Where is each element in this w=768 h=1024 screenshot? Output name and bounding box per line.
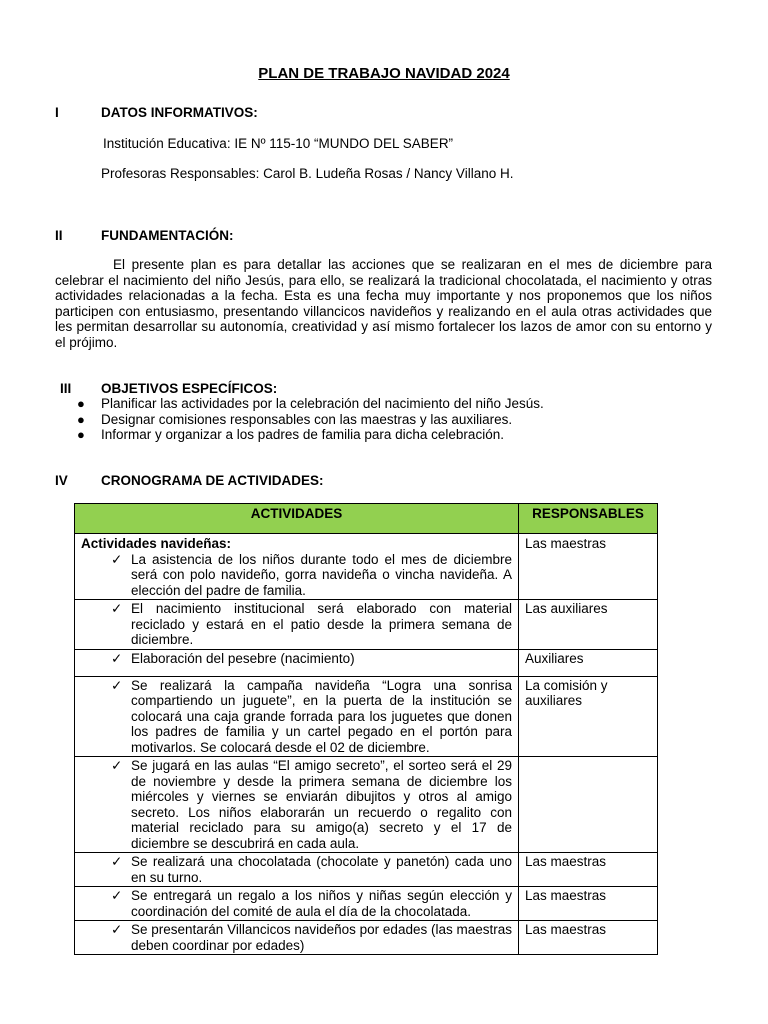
- institution-line: Institución Educativa: IE Nº 115-10 “MUNDO DEL SABER”: [103, 136, 454, 151]
- table-row: [75, 887, 658, 921]
- check-icon: ✓: [111, 677, 123, 693]
- table-header-row: [75, 504, 658, 534]
- responsible-cell: Las maestras: [519, 887, 658, 921]
- section-number-1: I: [55, 105, 59, 120]
- check-icon: ✓: [111, 601, 123, 616]
- list-item: [77, 427, 544, 443]
- check-icon: ✓: [111, 888, 123, 903]
- header-responsible: RESPONSABLES: [519, 504, 658, 534]
- section-title-datos: DATOS INFORMATIVOS:: [101, 105, 258, 120]
- table-row: [75, 649, 658, 676]
- section-number-2: II: [55, 228, 63, 243]
- activity-text: Se jugará en las aulas “El amigo secreto”, el sorteo será el 29 de noviembre y desde la primera semana de diciembre los miércoles y viernes se enviarán dibujitos y otros al amigo secreto. Los niños elaborarán un recuerdo o regalito con material reciclado para su amigo(a) secreto y el 17 de diciembre se descubrirá en cada aula.: [131, 758, 512, 851]
- responsible-cell: La comisión y auxiliares: [519, 676, 658, 757]
- activity-text: Elaboración del pesebre (nacimiento): [131, 650, 355, 666]
- responsible-cell: Las maestras: [519, 853, 658, 887]
- activity-cell: [75, 757, 519, 853]
- responsible-cell: [519, 757, 658, 853]
- check-icon: ✓: [111, 551, 123, 567]
- objective-text: Informar y organizar a los padres de familia para dicha celebración.: [101, 427, 504, 442]
- responsible-cell: Las maestras: [519, 534, 658, 600]
- table-row: [75, 600, 658, 650]
- activity-text: Se entregará un regalo a los niños y niñas según elección y coordinación del comité de aula el día de la chocolatada.: [131, 888, 512, 919]
- objectives-list: [77, 396, 544, 443]
- objective-text: Planificar las actividades por la celebración del nacimiento del niño Jesús.: [101, 396, 544, 411]
- activity-text: La asistencia de los niños durante todo el mes de diciembre será con polo navideño, gorra navideña o vincha navideña. A elección del padre de familia.: [131, 551, 512, 598]
- check-icon: ✓: [111, 650, 123, 666]
- section-title-cronograma: CRONOGRAMA DE ACTIVIDADES:: [101, 473, 324, 488]
- check-icon: ✓: [111, 922, 123, 937]
- table-row: [75, 534, 658, 600]
- table-row: [75, 853, 658, 887]
- section-title-fundamentacion: FUNDAMENTACIÓN:: [101, 228, 234, 243]
- responsible-cell: Las maestras: [519, 921, 658, 955]
- teachers-line: Profesoras Responsables: Carol B. Ludeña Rosas / Nancy Villano H.: [101, 166, 514, 181]
- table-row: [75, 921, 658, 955]
- activity-cell: [75, 921, 519, 955]
- objective-text: Designar comisiones responsables con las maestras y las auxiliares.: [101, 411, 513, 427]
- activity-text: Se realizará una chocolatada (chocolate y panetón) cada uno en su turno.: [131, 854, 512, 885]
- fundamentacion-paragraph: El presente plan es para detallar las acciones que se realizaran en el mes de diciembre para celebrar el nacimiento del niño Jesús, para ello, se realizará la tradicional chocolatada, el nacimiento y otras actividades relacionadas a la fecha. Esta es una fecha muy importante y nos proponemos que los niños participen con entusiasmo, presentando villancicos navideños y realizando en el aula otras actividades que les permitan desarrollar su autonomía, creatividad y así mismo fortalecer los lazos de amor con su entorno y el prójimo.: [55, 257, 712, 350]
- section-title-objetivos: OBJETIVOS ESPECÍFICOS:: [101, 381, 278, 396]
- responsible-cell: Auxiliares: [519, 649, 658, 676]
- bullet-icon: ●: [77, 411, 85, 427]
- activity-text: El nacimiento institucional será elaborado con material reciclado y estará en el patio desde la primera semana de diciembre.: [131, 601, 512, 647]
- header-activities: ACTIVIDADES: [75, 504, 519, 534]
- group-label: Actividades navideñas:: [81, 536, 232, 551]
- responsible-cell: Las auxiliares: [519, 600, 658, 650]
- activity-cell: [75, 853, 519, 887]
- activity-cell: [75, 887, 519, 921]
- activity-text: Se realizará la campaña navideña “Logra una sonrisa compartiendo un juguete”, en la puerta de la institución se colocará una caja grande forrada para los juguetes que donen los padres de familia y un cartel pegado en el portón para motivarlos. Se colocará desde el 02 de diciembre.: [131, 677, 512, 755]
- activity-cell: [75, 534, 519, 600]
- activity-text: Se presentarán Villancicos navideños por edades (las maestras deben coordinar por edades): [131, 922, 512, 953]
- check-icon: ✓: [111, 758, 123, 773]
- list-item: [77, 412, 544, 428]
- bullet-icon: ●: [77, 396, 85, 411]
- section-number-4: IV: [55, 473, 68, 488]
- bullet-icon: ●: [77, 427, 85, 442]
- activity-cell: [75, 676, 519, 757]
- check-icon: ✓: [111, 854, 123, 869]
- activity-cell: [75, 600, 519, 650]
- activity-cell: [75, 649, 519, 676]
- list-item: [77, 396, 544, 412]
- table-row: [75, 676, 658, 757]
- activities-table: [74, 503, 658, 955]
- page-title: PLAN DE TRABAJO NAVIDAD 2024: [258, 65, 510, 82]
- table-row: [75, 757, 658, 853]
- section-number-3: III: [60, 381, 72, 396]
